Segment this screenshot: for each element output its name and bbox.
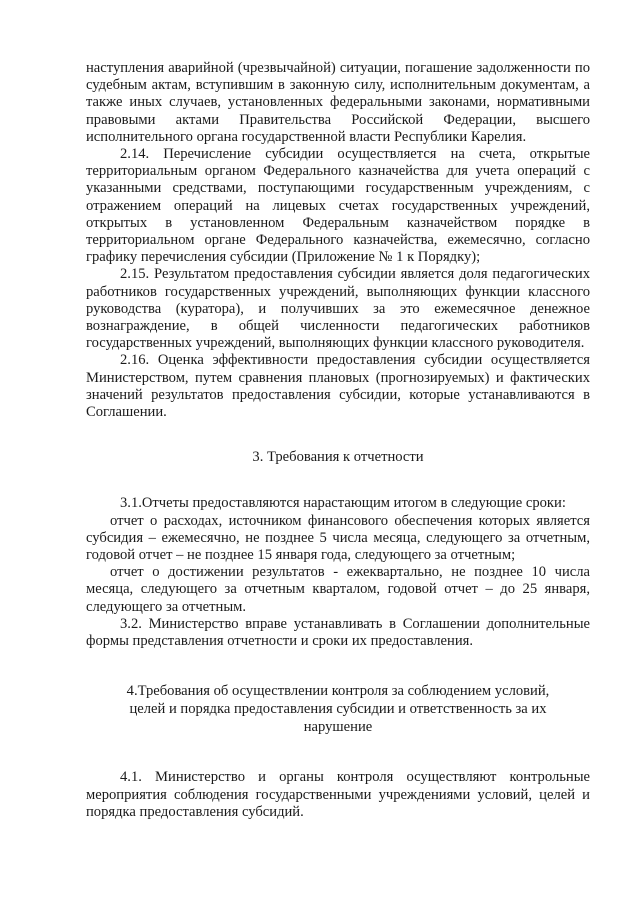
paragraph-2-14: 2.14. Перечисление субсидии осуществляется на счета, открытые территориальным органом Федерального казначейства для учета операций с указанными средствами, поступающими государственным учреждениям, с отражением операций на лицевых счетах государственных учреждений, открытых в установленном Федеральным казначейством порядке в территориальном органе Федерального казначейства, ежемесячно, согласно графику перечисления субсидии (Приложение № 1 к Порядку);: [86, 146, 590, 266]
section-4-heading-line3: нарушение: [303, 719, 373, 736]
section-4-heading: [86, 682, 590, 736]
paragraph-3-2: 3.2. Министерство вправе устанавливать в Соглашении дополнительные формы представления отчетности и сроки их предоставления.: [86, 615, 590, 650]
section-4-heading-line2: целей и порядка предоставления субсидии и ответственность за их: [129, 701, 547, 718]
paragraph-3-1: 3.1.Отчеты предоставляются нарастающим итогом в следующие сроки:: [120, 495, 566, 512]
section-3-heading: 3. Требования к отчетности: [252, 449, 424, 466]
paragraph-2-15: 2.15. Результатом предоставления субсидии является доля педагогических работников государственных учреждений, выполняющих функции классного руководства (куратора), и получивших за это ежемесячное денежное вознаграждение, в общей численности педагогических работников государственных учреждений, выполняющих функции классного руководителя.: [86, 266, 590, 352]
paragraph-3-1-results: отчет о достижении результатов - ежеквартально, не позднее 10 числа месяца, следующего за отчетным кварталом, годовой отчет – до 25 января, следующего за отчетным.: [86, 564, 590, 615]
paragraph-3-1-expenses: отчет о расходах, источником финансового обеспечения которых является субсидия – ежемесячно, не позднее 5 числа месяца, следующего за отчетным, годовой отчет – не позднее 15 января года, следующего за отчетным;: [86, 512, 590, 564]
paragraph-4-1: 4.1. Министерство и органы контроля осуществляют контрольные мероприятия соблюдения государственными учреждениями условий, целей и порядка предоставления субсидий.: [86, 769, 590, 820]
paragraph-2-16: 2.16. Оценка эффективности предоставления субсидии осуществляется Министерством, путем сравнения плановых (прогнозируемых) и фактических значений результатов предоставления субсидии, которые устанавливаются в Соглашении.: [86, 352, 590, 421]
section-4-heading-line1: 4.Требования об осуществлении контроля за соблюдением условий,: [126, 683, 550, 700]
paragraph-continuation: наступления аварийной (чрезвычайной) ситуации, погашение задолженности по судебным актам, вступившим в законную силу, исполнительным документам, а также иных случаев, установленных федеральными законами, нормативными правовыми актами Правительства Российской Федерации, высшего исполнительного органа государственной власти Республики Карелия.: [86, 60, 590, 145]
